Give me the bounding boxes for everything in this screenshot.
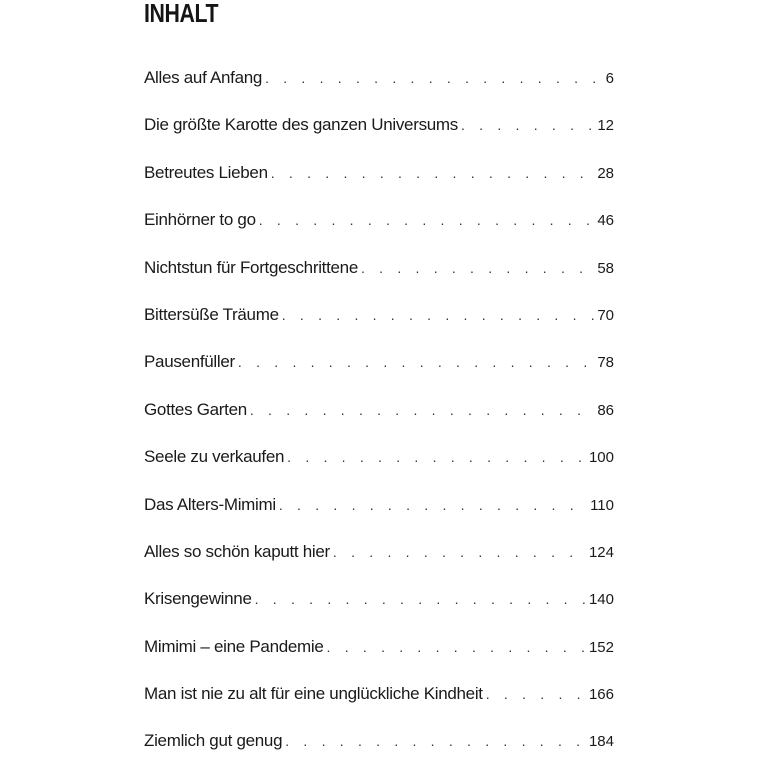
entry-page: 58: [597, 259, 614, 277]
entry-page: 124: [588, 543, 614, 561]
page-title: INHALT: [144, 0, 219, 28]
entry-title: Ziemlich gut genug: [144, 731, 283, 751]
entry-title: Betreutes Lieben: [144, 162, 268, 182]
dot-leader: [265, 70, 603, 86]
entry-title: Das Alters-Mimimi: [144, 494, 276, 514]
entry-page: 110: [590, 496, 614, 514]
entry-title: Nichtstun für Fortgeschrittene: [144, 257, 358, 277]
dot-leader: [327, 639, 586, 655]
entry-page: 6: [605, 70, 614, 87]
entry-title: Pausenfüller: [144, 352, 235, 372]
entry-title: Gottes Garten: [144, 399, 247, 419]
dot-leader: [361, 260, 594, 276]
dot-leader: [255, 591, 586, 607]
entry-page: 166: [588, 686, 614, 704]
dot-leader: [271, 165, 595, 181]
toc-entry: [144, 68, 614, 115]
toc-entry: [144, 305, 614, 352]
entry-page: 140: [588, 591, 614, 609]
toc-entry: [144, 210, 614, 257]
entry-title: Man ist nie zu alt für eine unglückliche Kindheit: [144, 684, 483, 704]
toc-entry: [144, 447, 614, 494]
dot-leader: [279, 497, 587, 513]
entry-page: 86: [597, 401, 614, 419]
entry-page: 152: [588, 638, 614, 656]
toc-entry: [144, 163, 614, 210]
dot-leader: [282, 307, 595, 323]
dot-leader: [250, 402, 594, 418]
entry-page: 78: [597, 354, 614, 372]
entry-page: 46: [597, 212, 614, 230]
entry-page: 12: [597, 117, 614, 135]
toc-entry: [144, 495, 614, 542]
dot-leader: [238, 354, 594, 370]
entry-page: 70: [597, 306, 614, 324]
entry-title: Seele zu verkaufen: [144, 447, 285, 467]
toc-entry: [144, 115, 614, 162]
entry-page: 28: [597, 164, 614, 182]
toc-entry: [144, 684, 614, 731]
toc-entry: [144, 542, 614, 589]
table-of-contents: [144, 68, 614, 779]
entry-title: Mimimi – eine Pandemie: [144, 636, 324, 656]
dot-leader: [259, 212, 595, 228]
toc-entry: [144, 352, 614, 399]
toc-entry: [144, 731, 614, 778]
entry-page: 100: [588, 449, 614, 467]
dot-leader: [287, 449, 586, 465]
entry-title: Alles auf Anfang: [144, 68, 263, 87]
entry-page: 184: [588, 733, 614, 751]
dot-leader: [486, 686, 586, 702]
dot-leader: [285, 733, 586, 749]
entry-title: Einhörner to go: [144, 210, 256, 230]
entry-title: Die größte Karotte des ganzen Universums: [144, 115, 458, 135]
dot-leader: [333, 544, 586, 560]
entry-title: Alles so schön kaputt hier: [144, 541, 330, 561]
toc-entry: [144, 258, 614, 305]
toc-entry: [144, 589, 614, 636]
dot-leader: [461, 117, 594, 133]
toc-entry: [144, 400, 614, 447]
entry-title: Krisengewinne: [144, 589, 252, 609]
toc-entry: [144, 637, 614, 684]
entry-title: Bittersüße Träume: [144, 304, 279, 324]
